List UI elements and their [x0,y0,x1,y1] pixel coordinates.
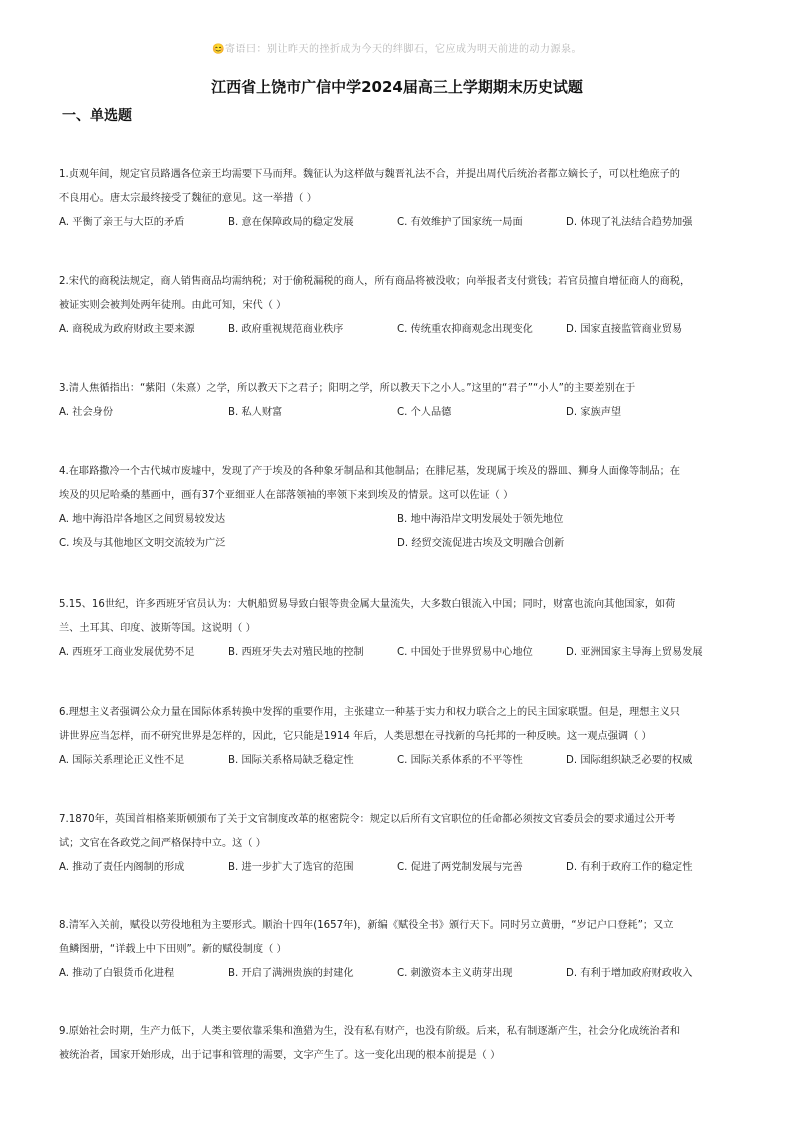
section-heading: 一、单选题 [62,108,132,124]
question-2 [59,270,739,342]
question-stem: 8.清军入关前，赋役以劳役地租为主要形式。顺治十四年(1657年)，新编《赋役全书》颁行天下。同时另立黄册，“岁记户口登耗”；又立 鱼鳞图册，“详载上中下田则”。新的赋役制度（ ） [59,920,674,955]
option-b[interactable]: B. 国际关系格局缺乏稳定性 [228,755,354,766]
option-d[interactable]: D. 家族声望 [566,407,622,418]
option-b[interactable]: B. 开启了满洲贵族的封建化 [228,968,354,979]
option-d[interactable]: D. 国家直接监管商业贸易 [566,324,683,335]
option-c[interactable]: C. 有效维护了国家统一局面 [397,217,523,228]
question-9 [59,1020,739,1068]
option-c[interactable]: C. 刺激资本主义萌芽出现 [397,968,513,979]
option-c[interactable]: C. 传统重农抑商观念出现变化 [397,324,533,335]
motto-banner: 😊寄语曰：别让昨天的挫折成为今天的绊脚石，它应成为明天前进的动力源泉。 [212,44,582,55]
question-stem: 1.贞观年间，规定官员路遇各位亲王均需要下马而拜。魏征认为这样做与魏晋礼法不合，并提出周代后统治者都立嫡长子，可以杜绝庶子的 不良用心。唐太宗最终接受了魏征的意见。这一举措（ ） [59,169,680,204]
option-c[interactable]: C. 中国处于世界贸易中心地位 [397,647,533,658]
option-b[interactable]: B. 地中海沿岸文明发展处于领先地位 [397,514,564,525]
option-a[interactable]: A. 社会身份 [59,407,114,418]
option-row [59,749,739,773]
question-stem: 6.理想主义者强调公众力量在国际体系转换中发挥的重要作用，主张建立一种基于实力和权力联合之上的民主国家联盟。但是，理想主义只 讲世界应当怎样，而不研究世界是怎样的，因此，它只能是1914 年后，人类思想在寻找新的乌托邦的一种反映。这一观点强调（ ） [59,707,680,742]
option-b[interactable]: B. 政府重视规范商业秩序 [228,324,344,335]
option-a[interactable]: A. 推动了责任内阁制的形成 [59,862,185,873]
option-row [59,401,739,425]
question-7 [59,808,739,880]
option-d[interactable]: D. 国际组织缺乏必要的权威 [566,755,693,766]
option-row [59,962,739,986]
option-a[interactable]: A. 地中海沿岸各地区之间贸易较发达 [59,514,226,525]
option-b[interactable]: B. 进一步扩大了选官的范围 [228,862,354,873]
question-stem: 3.清人焦循指出：“紫阳（朱熹）之学，所以教天下之君子；阳明之学，所以教天下之小人。”这里的“君子”“小人”的主要差别在于 [59,383,636,394]
question-stem: 9.原始社会时期，生产力低下，人类主要依靠采集和渔猎为生，没有私有财产，也没有阶级。后来，私有制逐渐产生，社会分化成统治者和 被统治者，国家开始形成，出于记事和管理的需要，文字产生了。这一变化出现的根本前提是（ ） [59,1026,680,1061]
question-stem: 5.15、16世纪，许多西班牙官员认为：大帆船贸易导致白银等贵金属大量流失，大多数白银流入中国；同时，财富也流向其他国家，如荷 兰、土耳其、印度、波斯等国。这说明（ ） [59,599,676,634]
question-4 [59,460,739,556]
question-1 [59,163,739,235]
question-stem: 2.宋代的商税法规定，商人销售商品均需纳税；对于偷税漏税的商人，所有商品将被没收；向举报者支付赏钱；若官员擅自增征商人的商税， 被证实则会被判处两年徒刑。由此可知，宋代（ ） [59,276,691,311]
option-d[interactable]: D. 亚洲国家主导海上贸易发展 [566,647,703,658]
option-c[interactable]: C. 埃及与其他地区文明交流较为广泛 [59,538,226,549]
option-row [59,641,739,665]
option-d[interactable]: D. 有利于政府工作的稳定性 [566,862,693,873]
option-c[interactable]: C. 个人品德 [397,407,452,418]
question-5 [59,593,739,665]
option-c[interactable]: C. 促进了两党制发展与完善 [397,862,523,873]
option-a[interactable]: A. 西班牙工商业发展优势不足 [59,647,195,658]
option-row [59,508,739,532]
question-3 [59,377,739,425]
option-b[interactable]: B. 私人财富 [228,407,283,418]
option-d[interactable]: D. 经贸交流促进古埃及文明融合创新 [397,538,565,549]
page-title: 江西省上饶市广信中学2024届高三上学期期末历史试题 [211,78,583,96]
option-d[interactable]: D. 有利于增加政府财政收入 [566,968,693,979]
question-8 [59,914,739,986]
option-row [59,211,739,235]
question-6 [59,701,739,773]
option-row [59,856,739,880]
option-b[interactable]: B. 意在保障政局的稳定发展 [228,217,354,228]
option-row [59,532,739,556]
option-d[interactable]: D. 体现了礼法结合趋势加强 [566,217,693,228]
option-a[interactable]: A. 国际关系理论正义性不足 [59,755,185,766]
option-a[interactable]: A. 平衡了亲王与大臣的矛盾 [59,217,185,228]
option-c[interactable]: C. 国际关系体系的不平等性 [397,755,523,766]
option-a[interactable]: A. 商税成为政府财政主要来源 [59,324,195,335]
option-b[interactable]: B. 西班牙失去对殖民地的控制 [228,647,364,658]
option-row [59,318,739,342]
question-stem: 7.1870年，英国首相格莱斯顿颁布了关于文官制度改革的枢密院令：规定以后所有文官职位的任命都必须按文官委员会的要求通过公开考 试；文官在各政党之间严格保持中立。这（ ） [59,814,676,849]
option-a[interactable]: A. 推动了白银货币化进程 [59,968,175,979]
question-stem: 4.在耶路撒冷一个古代城市废墟中，发现了产于埃及的各种象牙制品和其他制品；在腓尼基，发现属于埃及的器皿、狮身人面像等制品；在 埃及的贝尼哈桑的墓画中，画有37个亚细亚人在部落领袖的率领下来到埃及的情景。这可以佐证（ ） [59,466,680,501]
